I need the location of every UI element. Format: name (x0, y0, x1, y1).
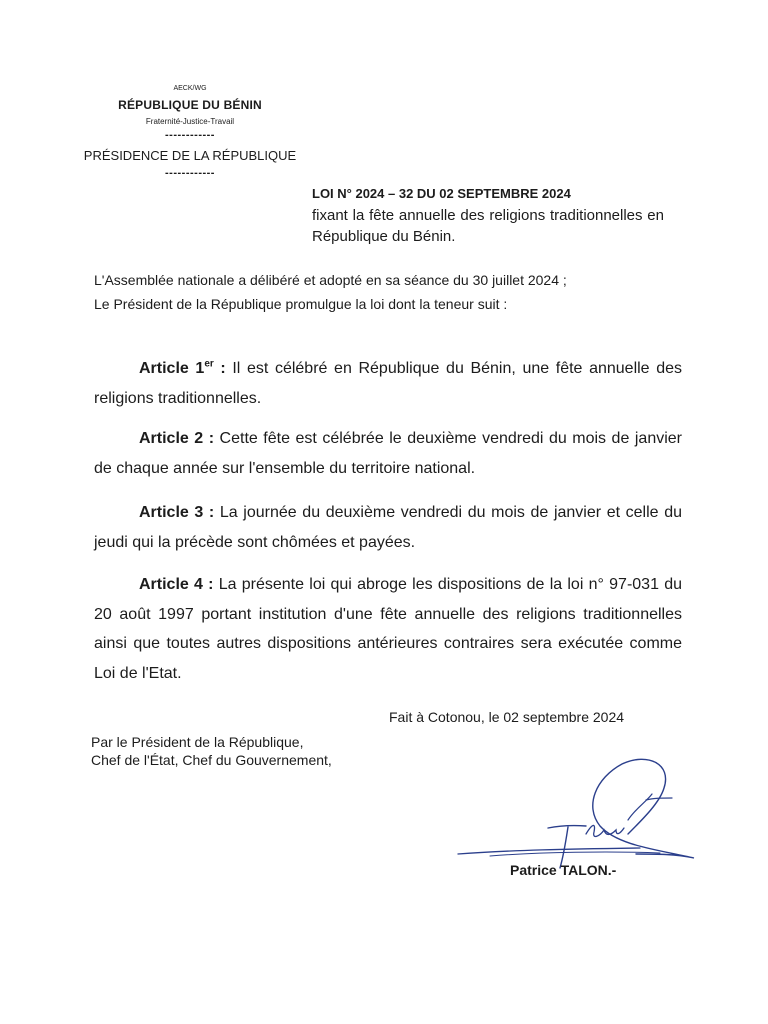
document-reference: AECK/WG (173, 85, 207, 92)
place-and-date: Fait à Cotonou, le 02 septembre 2024 (389, 709, 625, 725)
by-line-chief: Chef de l'État, Chef du Gouvernement, (91, 752, 332, 768)
article-4-text: La présente loi qui abroge les dispositions de la loi n° 97-031 du 20 août 1997 portant institution d'une fête annuelle des religions traditionnelles ainsi que toutes autres dispositions antérieures contraires sera exécutée comme Loi de l'Etat. (94, 576, 682, 682)
article-1-text: Il est célébré en République du Bénin, une fête annuelle des religions traditionnelles. (94, 360, 683, 407)
national-motto: Fraternité-Justice-Travail (145, 117, 235, 126)
country-name: RÉPUBLIQUE DU BÉNIN (118, 98, 262, 112)
article-1 (94, 354, 682, 413)
article-1-label: Article 1er : (139, 358, 226, 377)
law-title: LOI N° 2024 – 32 DU 02 SEPTEMBRE 2024 (312, 186, 571, 201)
header-separator-bottom: ------------ (165, 167, 215, 179)
article-3 (94, 498, 682, 557)
preamble-promulgation: Le Président de la République promulgue la loi dont la teneur suit : (94, 296, 508, 312)
article-3-text: La journée du deuxième vendredi du mois de janvier et celle du jeudi qui la précède sont chômées et payées. (94, 504, 682, 551)
by-line-president: Par le Président de la République, (91, 734, 304, 750)
article-4-label: Article 4 : (139, 576, 214, 593)
article-4 (94, 570, 682, 688)
article-2-text: Cette fête est célébrée le deuxième vendredi du mois de janvier de chaque année sur l'ensemble du territoire national. (94, 430, 682, 477)
presidency-title: PRÉSIDENCE DE LA RÉPUBLIQUE (83, 148, 297, 163)
article-3-label: Article 3 : (139, 504, 215, 521)
signer-name: Patrice TALON.- (510, 862, 617, 878)
article-2 (94, 424, 682, 483)
header-separator-top: ------------ (165, 129, 215, 141)
law-subject: fixant la fête annuelle des religions traditionnelles en République du Bénin. (312, 207, 664, 245)
article-2-label: Article 2 : (139, 430, 215, 447)
preamble-adoption: L'Assemblée nationale a délibéré et adopté en sa séance du 30 juillet 2024 ; (94, 272, 567, 288)
